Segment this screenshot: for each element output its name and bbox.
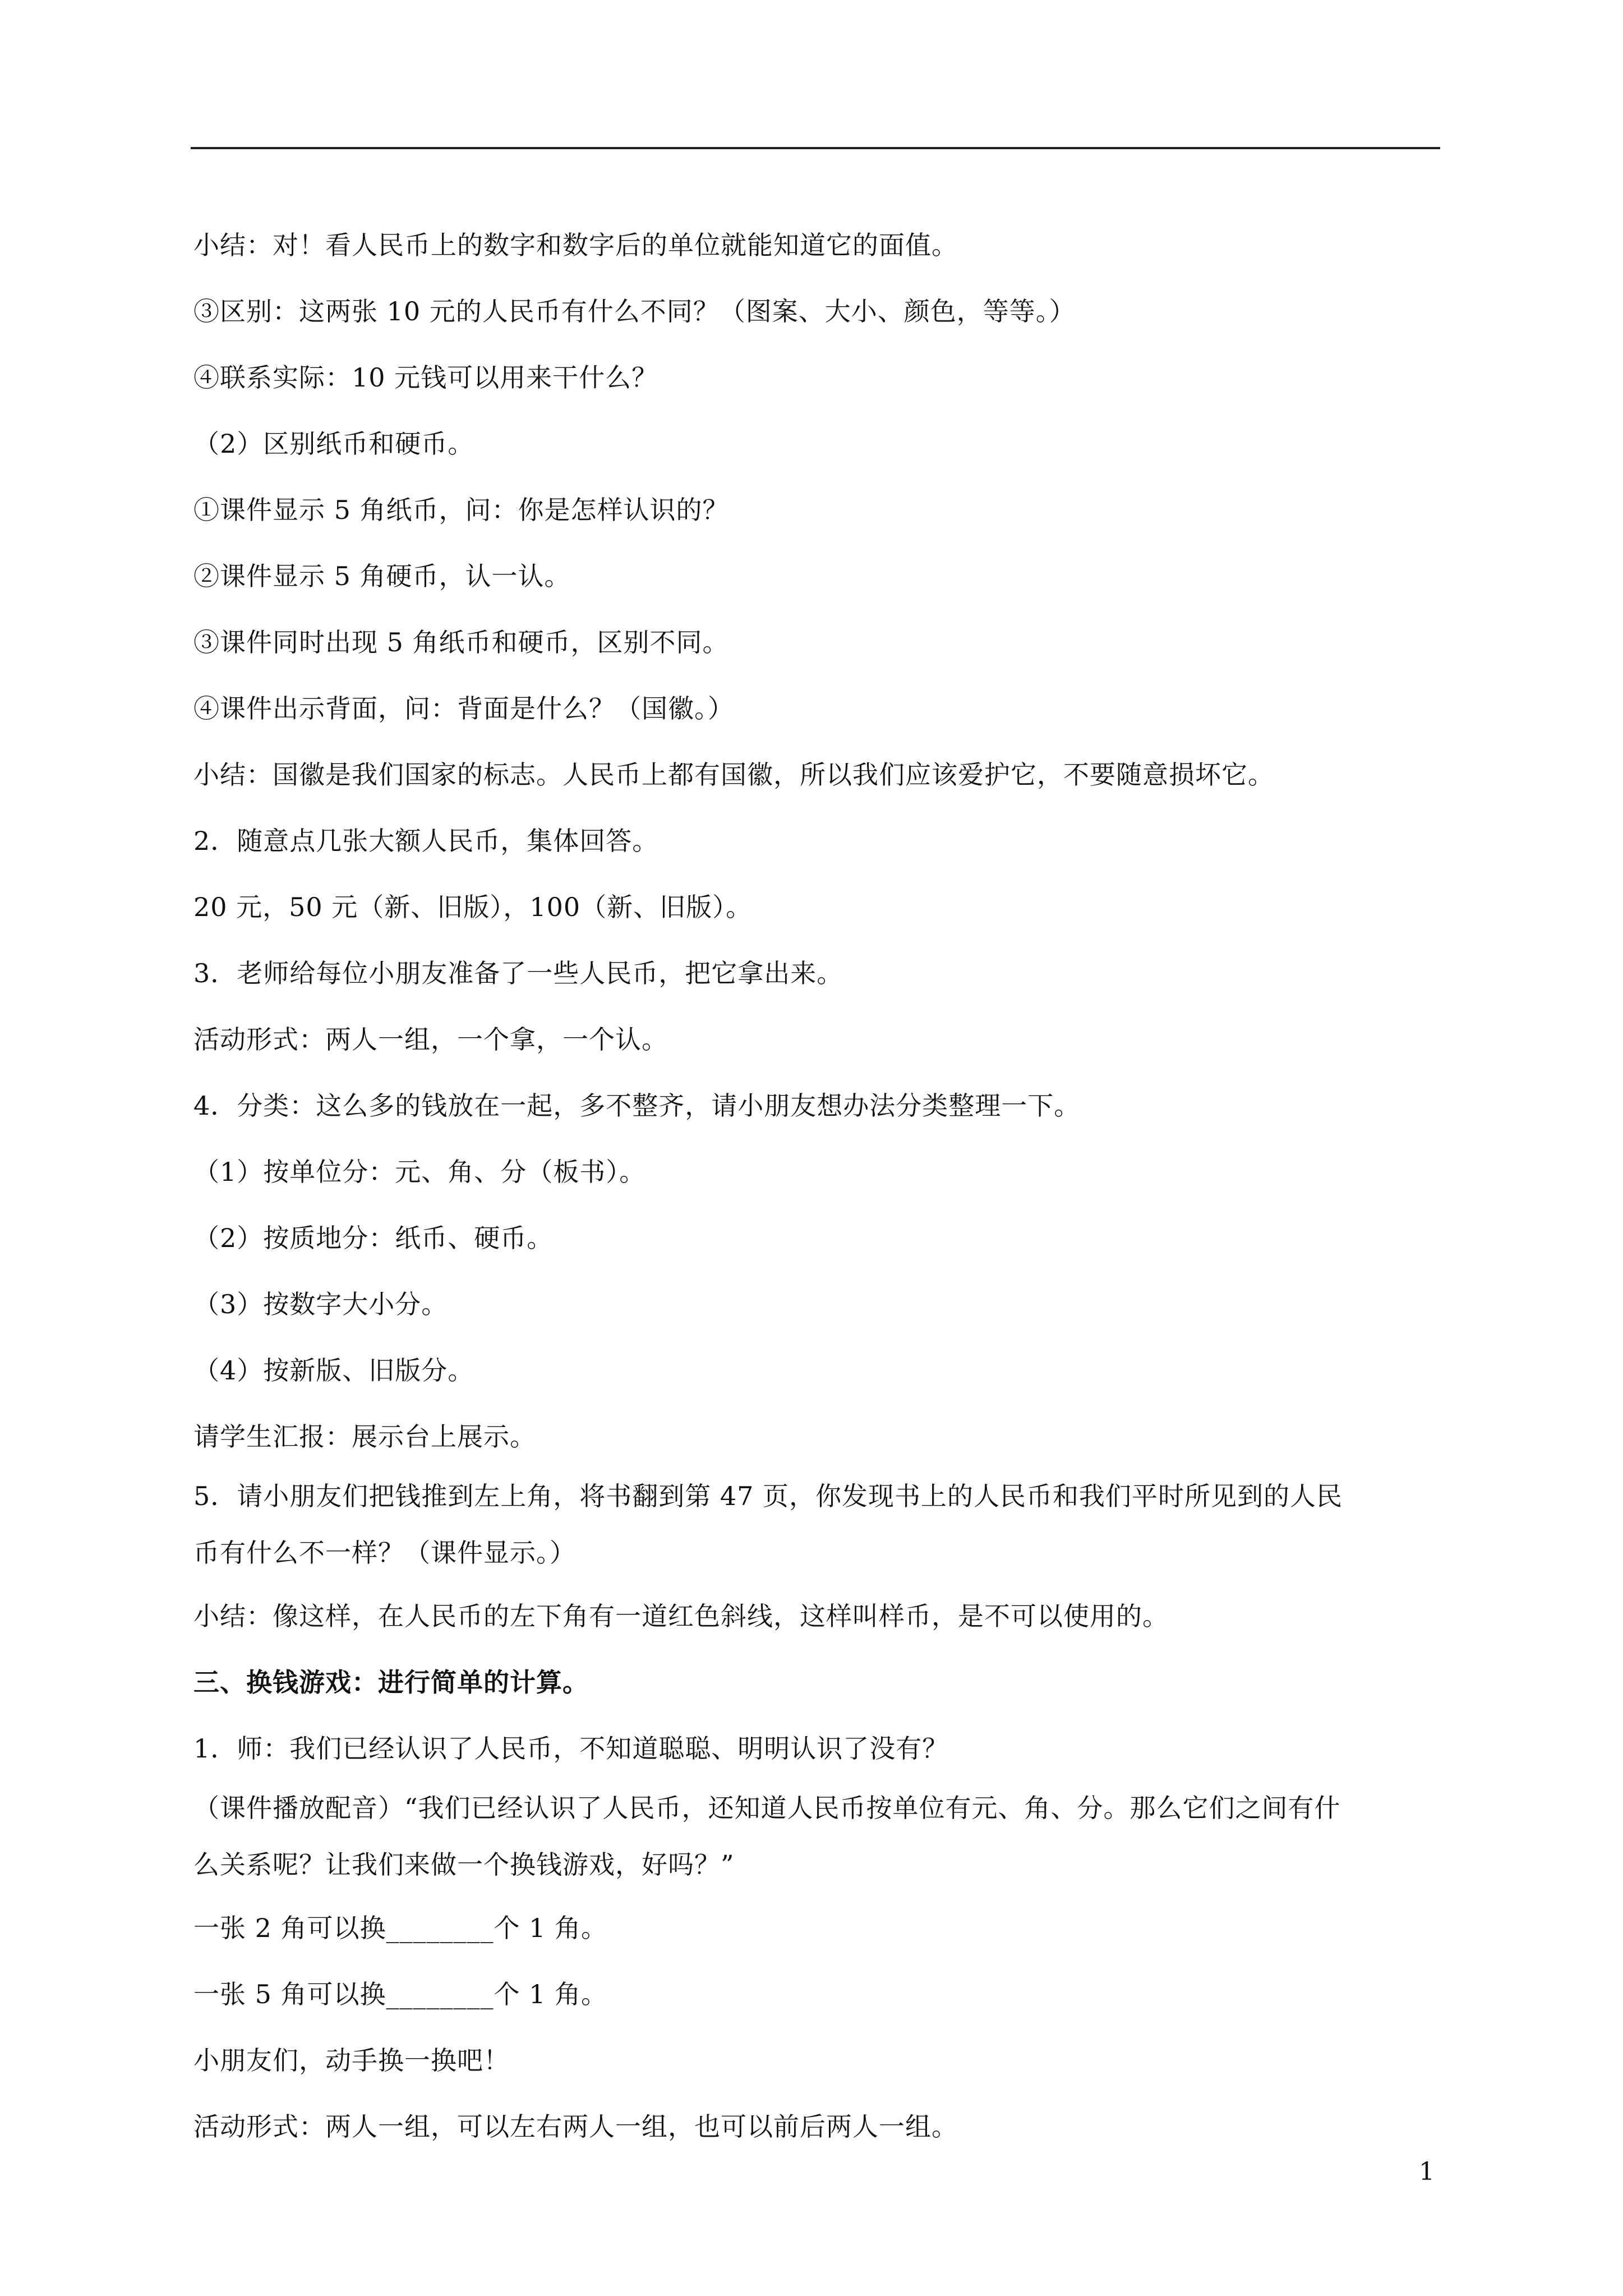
text-line: （1）按单位分：元、角、分（板书）。: [193, 1157, 646, 1187]
text-line: 小结：国徽是我们国家的标志。人民币上都有国徽，所以我们应该爱护它，不要随意损坏它。: [193, 760, 1274, 790]
text-line: 5．请小朋友们把钱推到左上角，将书翻到第 47 页，你发现书上的人民币和我们平时所见到的人民: [193, 1481, 1343, 1511]
text-line: 20 元，50 元（新、旧版），100（新、旧版）。: [193, 892, 753, 922]
text-line: 一张 5 角可以换________个 1 角。: [193, 1979, 608, 2009]
text-line: 3．老师给每位小朋友准备了一些人民币，把它拿出来。: [193, 958, 843, 988]
text-line: 小结：对！看人民币上的数字和数字后的单位就能知道它的面值。: [193, 230, 958, 260]
text-line: 2．随意点几张大额人民币，集体回答。: [193, 826, 659, 856]
text-line: ③课件同时出现 5 角纸币和硬币，区别不同。: [193, 627, 729, 657]
text-line: （2）区别纸币和硬币。: [193, 429, 474, 459]
header-rule: [191, 147, 1440, 149]
text-line: ④课件出示背面，问：背面是什么？（国徽。）: [193, 693, 734, 724]
text-line: ④联系实际：10 元钱可以用来干什么？: [193, 362, 658, 393]
text-line: 4．分类：这么多的钱放在一起，多不整齐，请小朋友想办法分类整理一下。: [193, 1091, 1081, 1121]
text-line: 币有什么不一样？（课件显示。）: [193, 1538, 576, 1568]
page-number: 1: [1419, 2157, 1435, 2186]
text-line: ①课件显示 5 角纸币，问：你是怎样认识的？: [193, 495, 729, 525]
text-line: 小结：像这样，在人民币的左下角有一道红色斜线，这样叫样币，是不可以使用的。: [193, 1601, 1169, 1631]
text-line: （2）按质地分：纸币、硬币。: [193, 1223, 554, 1253]
text-line: 活动形式：两人一组，可以左右两人一组，也可以前后两人一组。: [193, 2111, 958, 2142]
body-text: [193, 212, 1441, 2160]
text-line: （4）按新版、旧版分。: [193, 1355, 474, 1386]
text-line: ③区别：这两张 10 元的人民币有什么不同？（图案、大小、颜色，等等。）: [193, 296, 1076, 326]
text-line: （课件播放配音）“我们已经认识了人民币，还知道人民币按单位有元、角、分。那么它们之间有什: [193, 1793, 1341, 1823]
text-line: 一张 2 角可以换________个 1 角。: [193, 1913, 608, 1943]
text-line: 小朋友们，动手换一换吧！: [193, 2045, 510, 2076]
text-line: 活动形式：两人一组，一个拿，一个认。: [193, 1024, 668, 1055]
text-line: ②课件显示 5 角硬币，认一认。: [193, 561, 571, 591]
text-line: 么关系呢？让我们来做一个换钱游戏，好吗？”: [193, 1849, 735, 1880]
section-heading: 三、换钱游戏：进行简单的计算。: [193, 1667, 589, 1697]
text-line: 1．师：我们已经认识了人民币，不知道聪聪、明明认识了没有？: [193, 1733, 949, 1764]
text-line: （3）按数字大小分。: [193, 1289, 448, 1319]
text-line: 请学生汇报：展示台上展示。: [193, 1421, 536, 1452]
